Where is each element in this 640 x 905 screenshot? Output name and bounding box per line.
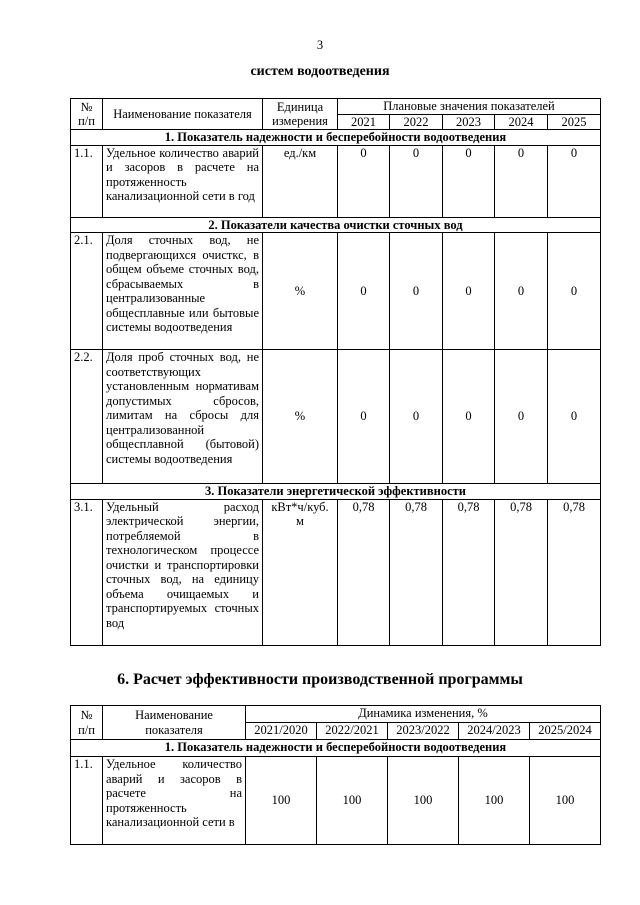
row-unit: % bbox=[263, 350, 338, 484]
row-value: 100 bbox=[388, 757, 459, 845]
row-value: 100 bbox=[246, 757, 317, 845]
table-header-row bbox=[71, 706, 601, 723]
row-num: 2.1. bbox=[71, 233, 103, 350]
header-num: № п/п bbox=[71, 706, 103, 740]
header-year: 2022 bbox=[390, 114, 443, 130]
section-title: 3. Показатели энергетической эффективности bbox=[71, 484, 601, 500]
section-6-heading: 6. Расчет эффективности производственной программы bbox=[117, 671, 523, 688]
section-row bbox=[71, 130, 601, 146]
section-row bbox=[71, 217, 601, 233]
row-name: Удельное количество аварий и засоров в расчете на протяженность канализационной сети в год bbox=[103, 145, 263, 217]
row-value: 0 bbox=[338, 145, 390, 217]
header-period: 2023/2022 bbox=[388, 723, 459, 740]
table-row bbox=[71, 499, 601, 645]
row-name: Удельное количество аварий и засоров в расчете на протяженность канализационной сети в bbox=[103, 757, 246, 845]
row-value: 0 bbox=[390, 233, 443, 350]
header-year: 2021 bbox=[338, 114, 390, 130]
row-value: 0 bbox=[495, 233, 548, 350]
header-unit: Единица измерения bbox=[263, 99, 338, 130]
section-row bbox=[71, 484, 601, 500]
table-header-row bbox=[71, 99, 601, 115]
header-name: Наименование показателя bbox=[103, 706, 246, 740]
row-value: 0,78 bbox=[338, 499, 390, 645]
header-year: 2024 bbox=[495, 114, 548, 130]
row-value: 0 bbox=[443, 350, 495, 484]
section-title: 2. Показатели качества очистки сточных вод bbox=[71, 217, 601, 233]
efficiency-table bbox=[70, 705, 601, 845]
header-dynamics: Динамика изменения, % bbox=[246, 706, 601, 723]
header-num: № п/п bbox=[71, 99, 103, 130]
page-number: 3 bbox=[316, 38, 324, 52]
row-name: Удельный расход электрической энергии, потребляемой в технологическом процессе очистки и транспортировки сточных вод, на единицу объема очищаемых и транспортируемых сточных вод bbox=[103, 499, 263, 645]
row-value: 0 bbox=[548, 350, 601, 484]
row-value: 0,78 bbox=[548, 499, 601, 645]
section-title: 1. Показатель надежности и бесперебойности водоотведения bbox=[71, 130, 601, 146]
row-value: 100 bbox=[317, 757, 388, 845]
header-period: 2021/2020 bbox=[246, 723, 317, 740]
table-row bbox=[71, 757, 601, 845]
row-value: 100 bbox=[459, 757, 530, 845]
header-name: Наименование показателя bbox=[103, 99, 263, 130]
row-value: 0 bbox=[495, 145, 548, 217]
row-num: 1.1. bbox=[71, 757, 103, 845]
header-period: 2025/2024 bbox=[530, 723, 601, 740]
row-value: 100 bbox=[530, 757, 601, 845]
row-value: 0 bbox=[495, 350, 548, 484]
section-row bbox=[71, 740, 601, 757]
row-value: 0 bbox=[548, 145, 601, 217]
section-title: 1. Показатель надежности и бесперебойности водоотведения bbox=[71, 740, 601, 757]
row-value: 0 bbox=[443, 233, 495, 350]
row-num: 3.1. bbox=[71, 499, 103, 645]
row-unit: % bbox=[263, 233, 338, 350]
row-value: 0 bbox=[390, 350, 443, 484]
continued-title: систем водоотведения bbox=[250, 64, 390, 79]
header-period: 2024/2023 bbox=[459, 723, 530, 740]
planned-values-table bbox=[70, 98, 601, 646]
header-year: 2025 bbox=[548, 114, 601, 130]
row-value: 0 bbox=[548, 233, 601, 350]
row-value: 0,78 bbox=[443, 499, 495, 645]
row-value: 0 bbox=[443, 145, 495, 217]
row-value: 0 bbox=[338, 233, 390, 350]
row-value: 0 bbox=[338, 350, 390, 484]
table-row bbox=[71, 350, 601, 484]
row-num: 2.2. bbox=[71, 350, 103, 484]
row-value: 0,78 bbox=[495, 499, 548, 645]
row-value: 0 bbox=[390, 145, 443, 217]
row-num: 1.1. bbox=[71, 145, 103, 217]
header-planned: Плановые значения показателей bbox=[338, 99, 601, 115]
header-period: 2022/2021 bbox=[317, 723, 388, 740]
row-unit: кВт*ч/куб. м bbox=[263, 499, 338, 645]
row-value: 0,78 bbox=[390, 499, 443, 645]
row-name: Доля сточных вод, не подвергающихся очисткс, в общем объеме сточных вод, сбрасываемых в централизованные общесплавные или бытовые системы водоотведения bbox=[103, 233, 263, 350]
row-name: Доля проб сточных вод, не соответствующих установленным нормативам допустимых сбросов, лимитам на сбросы для централизованной общесплавной (бытовой) системы водоотведения bbox=[103, 350, 263, 484]
table-row bbox=[71, 233, 601, 350]
header-year: 2023 bbox=[443, 114, 495, 130]
row-unit: ед./км bbox=[263, 145, 338, 217]
table-row bbox=[71, 145, 601, 217]
